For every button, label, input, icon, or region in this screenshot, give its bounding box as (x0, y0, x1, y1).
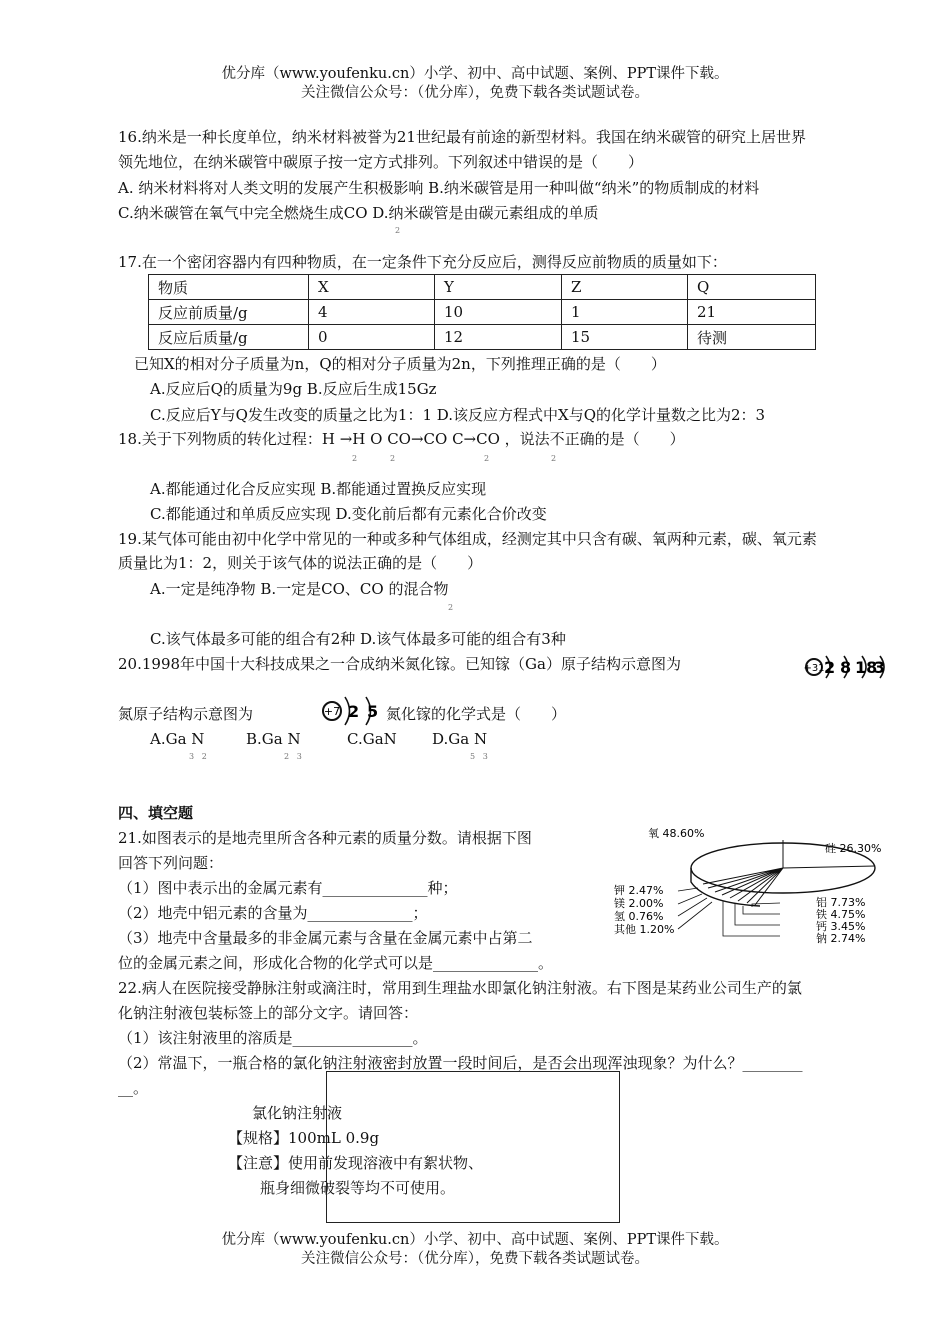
q18-subscript: 2 (352, 454, 358, 463)
pie-label-silicon: 硅 26.30% (825, 842, 882, 855)
q19-option-cd: C.该气体最多可能的组合有2种 D.该气体最多可能的组合有3种 (150, 630, 566, 648)
label-note-1: 【注意】使用前发现溶液中有絮状物、 (228, 1154, 484, 1172)
ga-atom-structure-diagram (800, 650, 890, 686)
table-row (149, 275, 816, 300)
q16-option-cd: C.纳米碳管在氧气中完全燃烧生成CO D.纳米碳管是由碳元素组成的单质 (118, 204, 599, 222)
table-cell: 反应后质量/g (149, 325, 309, 350)
label-spec: 【规格】100mL 0.9g (228, 1129, 380, 1147)
section-title: 四、填空题 (118, 804, 194, 822)
table-row (149, 325, 816, 350)
q20-option-b: B.Ga N (246, 730, 301, 748)
q20-option-d-subscripts: 5 3 (470, 752, 488, 761)
table-cell: Z (562, 275, 688, 300)
n-atom-structure-diagram (318, 691, 380, 731)
n-diagram-electrons: 2 5 (348, 702, 379, 721)
q20-option-b-subscripts: 2 3 (284, 752, 302, 761)
pie-label-potassium: 钾 2.47% (614, 884, 664, 897)
pie-label-calcium: 钙 3.45% (816, 920, 866, 933)
q21-part-3b: 位的金属元素之间，形成化合物的化学式可以是______________。 (118, 954, 554, 972)
q17-table (148, 274, 816, 350)
q21-part-2: （2）地壳中铝元素的含量为______________； (118, 904, 428, 922)
q19-option-ab: A.一定是纯净物 B.一定是CO、CO 的混合物 (150, 580, 449, 598)
table-cell: 反应前质量/g (149, 300, 309, 325)
pie-label-sodium: 钠 2.74% (816, 932, 866, 945)
q19-line-2: 质量比为1：2，则关于该气体的说法正确的是（ ） (118, 554, 483, 572)
table-cell: 10 (435, 300, 562, 325)
pie-label-iron: 铁 4.75% (816, 908, 866, 921)
pie-label-magnesium: 镁 2.00% (614, 897, 664, 910)
q16-line-1: 16.纳米是一种长度单位，纳米材料被誉为21世纪最有前途的新型材料。我国在纳米碳管的研究上居世界 (118, 128, 806, 146)
q21-line-1: 21.如图表示的是地壳里所含各种元素的质量分数。请根据下图 (118, 829, 532, 847)
table-cell: 1 (562, 300, 688, 325)
pie-label-aluminum: 铝 7.73% (816, 896, 866, 909)
q17-note: 已知X的相对分子质量为n，Q的相对分子质量为2n，下列推理正确的是（ ） (134, 355, 666, 373)
table-cell: 12 (435, 325, 562, 350)
ga-diagram-electrons: 2 8 183 (824, 658, 886, 677)
pie-label-oxygen: 氧 48.60% (648, 827, 705, 840)
table-cell: Y (435, 275, 562, 300)
q18-subscript: 2 (484, 454, 490, 463)
q17-option-ab: A.反应后Q的质量为9g B.反应后生成15Gz (150, 380, 437, 398)
q22-part-1: （1）该注射液里的溶质是________________。 (118, 1029, 428, 1047)
table-cell: Q (688, 275, 816, 300)
q18-stem: 18.关于下列物质的转化过程：H →H O CO→CO C→CO ，说法不正确的是（ ） (118, 430, 685, 448)
q18-option-cd: C.都能通过和单质反应实现 D.变化前后都有元素化合价改变 (150, 505, 547, 523)
q17-option-cd: C.反应后Y与Q发生改变的质量之比为1：1 D.该反应方程式中X与Q的化学计量数之比为2：3 (150, 406, 766, 424)
q20-option-d: D.Ga N (432, 730, 488, 748)
q22-part-2: （2）常温下，一瓶合格的氯化钠注射液密封放置一段时间后，是否会出现浑浊现象？为什么？________ (118, 1054, 803, 1072)
table-cell: 4 (309, 300, 435, 325)
q18-option-ab: A.都能通过化合反应实现 B.都能通过置换反应实现 (150, 480, 487, 498)
q20-option-c: C.GaN (347, 730, 397, 748)
q20-line-2b: 氮化镓的化学式是（ ） (386, 705, 567, 723)
ga-diagram-label: +31 (803, 663, 825, 674)
q17-stem: 17.在一个密闭容器内有四种物质，在一定条件下充分反应后，测得反应前物质的质量如下： (118, 253, 727, 271)
q19-line-1: 19.某气体可能由初中化学中常见的一种或多种气体组成，经测定其中只含有碳、氧两种元素，碳、氧元素 (118, 530, 817, 548)
pie-label-other: 其他 1.20% (614, 923, 675, 936)
q22-line-2: 化钠注射液包装标签上的部分文字。请回答： (118, 1004, 419, 1022)
table-cell: 物质 (149, 275, 309, 300)
q18-subscript: 2 (551, 454, 557, 463)
table-cell: 21 (688, 300, 816, 325)
q21-part-1: （1）图中表示出的金属元素有______________种； (118, 879, 458, 897)
table-cell: X (309, 275, 435, 300)
q22-line-1: 22.病人在医院接受静脉注射或滴注时，常用到生理盐水即氯化钠注射液。右下图是某药业公司生产的氯 (118, 979, 802, 997)
table-cell: 待测 (688, 325, 816, 350)
q21-part-3a: （3）地壳中含量最多的非金属元素与含量在金属元素中占第二 (118, 929, 533, 947)
label-title: 氯化钠注射液 (252, 1104, 343, 1122)
q18-subscript: 2 (390, 454, 396, 463)
q19-subscript: 2 (448, 603, 454, 612)
table-cell: 0 (309, 325, 435, 350)
pie-label-hydrogen: 氢 0.76% (614, 910, 664, 923)
header-line-2: 关注微信公众号：（优分库），免费下载各类试题试卷。 (301, 85, 649, 101)
header-line-1: 优分库（www.youfenku.cn）小学、初中、高中试题、案例、PPT课件下载。 (221, 66, 729, 82)
table-row (149, 300, 816, 325)
q20-line-2a: 氮原子结构示意图为 (118, 705, 254, 723)
n-diagram-label: +7 (323, 705, 341, 718)
q16-line-2: 领先地位，在纳米碳管中碳原子按一定方式排列。下列叙述中错误的是（ ） (118, 153, 644, 171)
q20-option-a: A.Ga N (150, 730, 205, 748)
q20-option-a-subscripts: 3 2 (189, 752, 207, 761)
q21-line-2: 回答下列问题： (118, 854, 224, 872)
q16-subscript: 2 (395, 226, 401, 235)
footer-line-2: 关注微信公众号：（优分库），免费下载各类试题试卷。 (301, 1251, 649, 1267)
q22-part-2-tail: __。 (118, 1079, 149, 1097)
q16-option-ab: A. 纳米材料将对人类文明的发展产生积极影响 B.纳米碳管是用一种叫做“纳米”的物质制成的材料 (118, 179, 760, 197)
q20-line-1: 20.1998年中国十大科技成果之一合成纳米氮化镓。已知镓（Ga）原子结构示意图为 (118, 655, 681, 673)
table-cell: 15 (562, 325, 688, 350)
crust-element-pie-chart (610, 818, 895, 948)
label-note-2: 瓶身细微破裂等均不可使用。 (260, 1179, 456, 1197)
footer-line-1: 优分库（www.youfenku.cn）小学、初中、高中试题、案例、PPT课件下载。 (221, 1232, 729, 1248)
